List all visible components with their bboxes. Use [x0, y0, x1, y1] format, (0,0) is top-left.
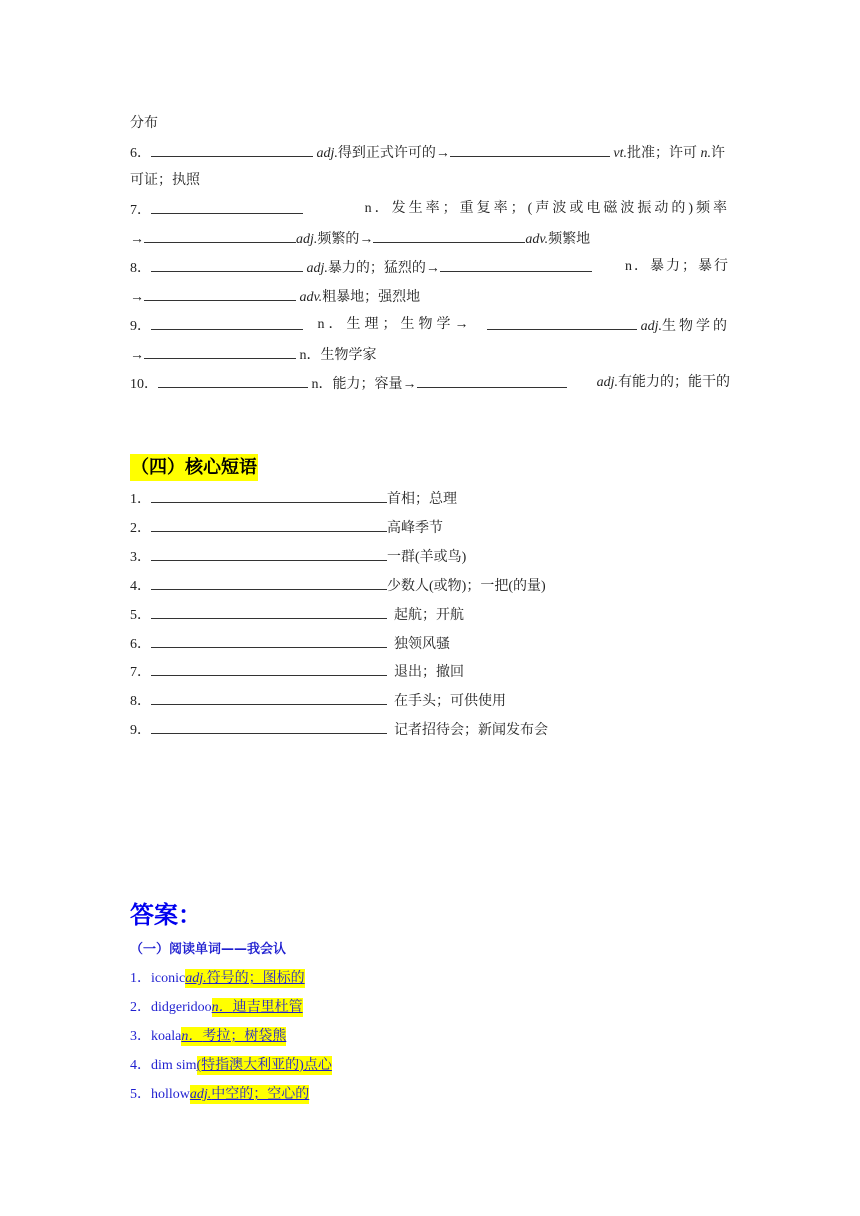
- phrase-meaning: 独领风骚: [394, 637, 450, 652]
- phrase-item: [130, 633, 730, 655]
- vocab-line-8: [130, 257, 730, 279]
- answer-highlight: [190, 1085, 309, 1104]
- pos-label: n.: [700, 146, 711, 161]
- answer-highlight: [185, 969, 304, 988]
- answer-blank[interactable]: [151, 690, 387, 705]
- answer-blank[interactable]: [151, 488, 387, 503]
- answer-highlight: [197, 1056, 332, 1075]
- pos-label: adj.: [640, 319, 662, 334]
- vocab-line-9-cont: [130, 344, 730, 366]
- vocab-line-10: [130, 373, 730, 395]
- phrase-meaning: 退出；撤回: [394, 665, 464, 680]
- answer-item: [130, 1082, 309, 1108]
- phrase-meaning: 一群(羊或鸟): [387, 550, 467, 565]
- answer-blank[interactable]: [373, 228, 525, 243]
- pos-label: adj.: [296, 232, 318, 247]
- item-number: 3．: [130, 550, 151, 565]
- arrow: →: [130, 290, 144, 305]
- item-number: 5．: [130, 608, 151, 623]
- vocab-line-6: [130, 142, 730, 164]
- vocab-line-7-cont: [130, 228, 730, 250]
- item-number: 7．: [130, 665, 151, 680]
- item-number: 6．: [130, 637, 151, 652]
- phrase-meaning: 少数人(或物)；一把(的量): [387, 579, 546, 594]
- phrase-meaning: 起航；开航: [394, 608, 464, 623]
- phrase-meaning: 记者招待会；新闻发布会: [394, 723, 548, 738]
- answer-word: iconic: [151, 971, 186, 986]
- section-heading-core-phrases: （四）核心短语: [130, 454, 258, 481]
- item-number: 3．: [130, 1029, 151, 1044]
- answer-blank[interactable]: [144, 286, 296, 301]
- phrase-item: [130, 719, 730, 741]
- answer-blank[interactable]: [151, 575, 387, 590]
- answer-blank[interactable]: [151, 257, 303, 272]
- pos-label: adv.: [525, 232, 549, 247]
- definition: n．能力；容量→: [311, 377, 417, 392]
- pos-label: adj.: [189, 1087, 212, 1102]
- item-number: 5．: [130, 1087, 151, 1102]
- phrase-item: [130, 604, 730, 626]
- definition: 频繁地: [548, 232, 591, 247]
- item-number: 1．: [130, 492, 151, 507]
- answer-blank[interactable]: [487, 315, 637, 330]
- answer-highlight: [181, 1027, 286, 1046]
- item-number: 4．: [130, 1058, 151, 1073]
- vocab-line-7: [130, 199, 730, 221]
- item-number: 10．: [130, 377, 158, 392]
- answer-item: [130, 1053, 332, 1079]
- definition: 频繁的→: [317, 232, 374, 247]
- answer-word: dim sim: [151, 1058, 197, 1073]
- answer-blank[interactable]: [151, 719, 387, 734]
- answer-meaning: 迪吉里杜管: [232, 1000, 303, 1015]
- definition: n．暴力；暴行: [625, 259, 730, 274]
- definition: 生物学的: [661, 319, 730, 334]
- item-number: 8．: [130, 694, 151, 709]
- definition: n．生物学家: [299, 348, 377, 363]
- answer-blank[interactable]: [151, 142, 313, 157]
- answer-blank[interactable]: [450, 142, 610, 157]
- arrow: →: [130, 348, 144, 363]
- definition: 得到正式许可的→: [337, 146, 450, 161]
- pos-label: adj.: [596, 375, 618, 390]
- phrase-meaning: 首相；总理: [387, 492, 457, 507]
- phrase-item: [130, 517, 730, 539]
- continued-text: 分布: [130, 116, 158, 131]
- answer-word: didgeridoo: [151, 1000, 212, 1015]
- answer-meaning: (特指澳大利亚的)点心: [196, 1058, 332, 1073]
- vocab-line-0: [130, 114, 730, 134]
- answer-blank[interactable]: [417, 373, 567, 388]
- definition: 暴力的；猛烈的→: [327, 261, 440, 276]
- answer-blank[interactable]: [151, 661, 387, 676]
- pos-label: adj.: [185, 971, 207, 986]
- answer-blank[interactable]: [151, 604, 387, 619]
- item-number: 8．: [130, 261, 151, 276]
- phrase-item: [130, 661, 730, 683]
- definition: 有能力的；能干的: [618, 375, 730, 390]
- pos-label: adj.: [316, 146, 338, 161]
- pos-label: n．: [181, 1029, 203, 1044]
- pos-label: adj.: [306, 261, 328, 276]
- answer-blank[interactable]: [151, 517, 387, 532]
- answer-meaning: 符号的；图标的: [206, 971, 305, 986]
- answer-blank[interactable]: [144, 228, 296, 243]
- answer-highlight: [212, 998, 303, 1017]
- answer-blank[interactable]: [151, 546, 387, 561]
- phrase-item: [130, 546, 730, 568]
- answer-word: hollow: [151, 1087, 190, 1102]
- definition: 粗暴地；强烈地: [322, 290, 421, 305]
- item-number: 2．: [130, 1000, 151, 1015]
- answer-blank[interactable]: [158, 373, 308, 388]
- item-number: 9．: [130, 319, 151, 334]
- answer-item: [130, 1024, 286, 1050]
- item-number: 4．: [130, 579, 151, 594]
- answer-meaning: 中空的；空心的: [211, 1087, 310, 1102]
- pos-label: n．: [211, 1000, 233, 1015]
- answers-subtitle: （一）阅读单词——我会认: [130, 942, 287, 957]
- answer-item: [130, 995, 303, 1021]
- phrase-meaning: 高峰季节: [387, 521, 443, 536]
- item-number: 1．: [130, 971, 151, 986]
- definition: n．发生率；重复率；(声波或电磁波振动的)频率: [364, 201, 730, 216]
- definition: n．生理；生物学→: [317, 317, 473, 332]
- answer-blank[interactable]: [144, 344, 296, 359]
- answer-meaning: 考拉；树袋熊: [202, 1029, 287, 1044]
- definition: 许: [711, 146, 725, 161]
- answer-blank[interactable]: [151, 199, 303, 214]
- answers-title: 答案：: [130, 901, 202, 929]
- answer-blank[interactable]: [440, 257, 592, 272]
- pos-label: vt.: [613, 146, 627, 161]
- phrase-item: [130, 488, 730, 510]
- phrase-item: [130, 690, 730, 712]
- item-number: 2．: [130, 521, 151, 536]
- item-number: 7．: [130, 203, 151, 218]
- arrow: →: [130, 232, 144, 247]
- vocab-line-8-cont: [130, 286, 730, 308]
- phrase-item: [130, 575, 730, 597]
- definition: 批准；许可: [627, 146, 697, 161]
- phrase-meaning: 在手头；可供使用: [394, 694, 506, 709]
- answer-blank[interactable]: [151, 315, 303, 330]
- answer-blank[interactable]: [151, 633, 387, 648]
- item-number: 9．: [130, 723, 151, 738]
- answer-item: [130, 966, 305, 992]
- definition: 可证；执照: [130, 173, 200, 188]
- answer-word: koala: [151, 1029, 182, 1044]
- item-number: 6．: [130, 146, 151, 161]
- pos-label: adv.: [299, 290, 323, 305]
- vocab-line-9: [130, 315, 730, 337]
- vocab-line-6-cont: [130, 171, 730, 191]
